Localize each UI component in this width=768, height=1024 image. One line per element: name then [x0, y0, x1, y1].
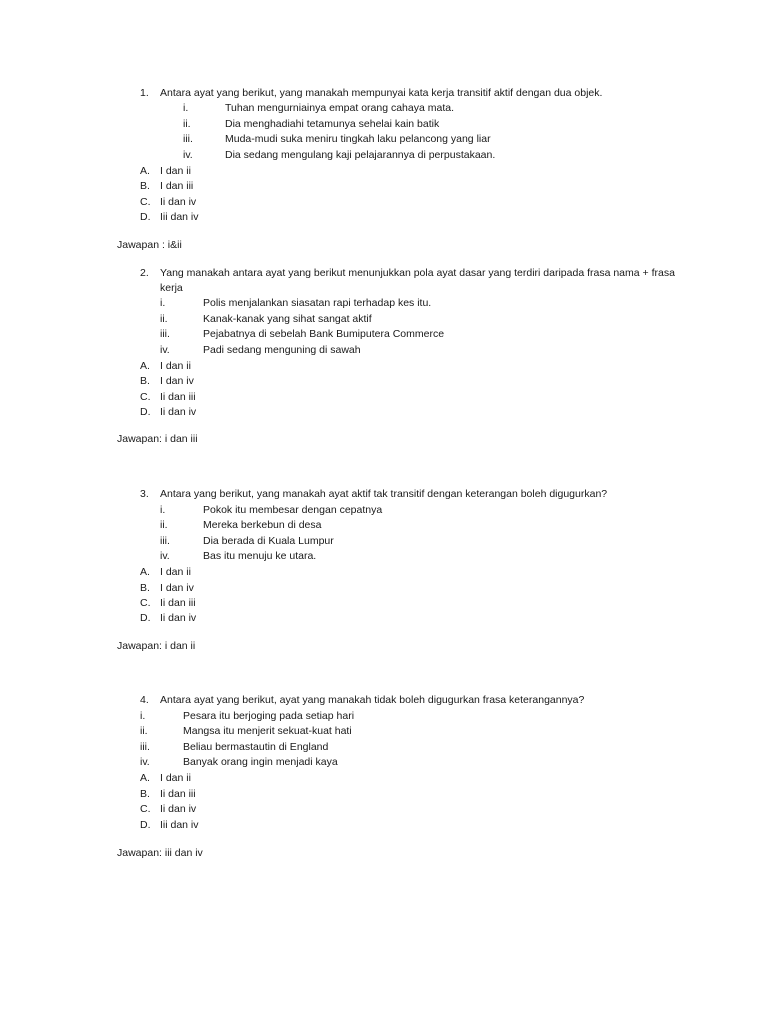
option-text: Ii dan iii — [160, 597, 196, 609]
option-letter: C. — [140, 597, 151, 609]
option-letter: B. — [140, 180, 150, 192]
option-letter: A. — [140, 566, 150, 578]
option-letter: B. — [140, 375, 150, 387]
option-letter: A. — [140, 165, 150, 177]
option-letter: A. — [140, 772, 150, 784]
option-text: Ii dan iv — [160, 406, 197, 418]
statement-numeral: iv. — [140, 756, 150, 768]
option-text: Iii dan iv — [160, 819, 199, 831]
answer-text: Jawapan: i dan ii — [117, 640, 196, 652]
option-text: I dan ii — [160, 566, 191, 578]
option-text: I dan iv — [160, 375, 194, 387]
statement-text: Muda-mudi suka meniru tingkah laku pelancong yang liar — [225, 133, 491, 145]
statement-text: Polis menjalankan siasatan rapi terhadap kes itu. — [203, 297, 432, 309]
option-letter: D. — [140, 819, 151, 831]
statement-text: Pokok itu membesar dengan cepatnya — [203, 504, 383, 516]
statement-text: Banyak orang ingin menjadi kaya — [183, 756, 338, 768]
question-text: Yang manakah antara ayat yang berikut menunjukkan pola ayat dasar yang terdiri daripada frasa nama + frasa — [160, 267, 675, 279]
statement-numeral: i. — [183, 102, 189, 114]
answer-text: Jawapan: i dan iii — [117, 433, 198, 445]
statement-text: Bas itu menuju ke utara. — [203, 550, 317, 562]
option-text: I dan ii — [160, 360, 191, 372]
option-text: Iii dan iv — [160, 211, 199, 223]
question-text: Antara ayat yang berikut, ayat yang manakah tidak boleh digugurkan frasa keterangannya? — [160, 694, 585, 706]
statement-text: Beliau bermastautin di England — [183, 741, 329, 753]
statement-numeral: iii. — [160, 328, 170, 340]
option-text: Ii dan iii — [160, 788, 196, 800]
statement-numeral: iii. — [140, 741, 150, 753]
answer-text: Jawapan : i&ii — [117, 239, 182, 251]
question-text: Antara ayat yang berikut, yang manakah mempunyai kata kerja transitif aktif dengan dua objek. — [160, 87, 603, 99]
statement-text: Dia berada di Kuala Lumpur — [203, 535, 334, 547]
option-letter: C. — [140, 196, 151, 208]
option-text: Ii dan iv — [160, 196, 197, 208]
statement-text: Dia menghadiahi tetamunya sehelai kain batik — [225, 118, 440, 130]
question-number: 4. — [140, 694, 149, 706]
option-text: Ii dan iii — [160, 391, 196, 403]
statement-numeral: i. — [160, 504, 166, 516]
statement-numeral: iii. — [183, 133, 193, 145]
option-letter: B. — [140, 582, 150, 594]
statement-numeral: iv. — [160, 550, 170, 562]
option-text: I dan ii — [160, 165, 191, 177]
statement-numeral: ii. — [160, 519, 168, 531]
statement-text: Padi sedang menguning di sawah — [203, 344, 361, 356]
question-text: Antara yang berikut, yang manakah ayat aktif tak transitif dengan keterangan boleh digugurkan? — [160, 488, 608, 500]
option-letter: D. — [140, 612, 151, 624]
statement-numeral: ii. — [140, 725, 148, 737]
option-letter: C. — [140, 391, 151, 403]
option-text: I dan iv — [160, 582, 194, 594]
statement-text: Kanak-kanak yang sihat sangat aktif — [203, 313, 372, 325]
statement-text: Pesara itu berjoging pada setiap hari — [183, 710, 355, 722]
statement-numeral: ii. — [160, 313, 168, 325]
option-text: Ii dan iv — [160, 612, 197, 624]
statement-numeral: ii. — [183, 118, 191, 130]
statement-numeral: iv. — [160, 344, 170, 356]
statement-numeral: i. — [140, 710, 146, 722]
option-letter: D. — [140, 211, 151, 223]
question-text-continued: kerja — [160, 282, 183, 294]
question-number: 1. — [140, 87, 149, 99]
option-letter: A. — [140, 360, 150, 372]
option-text: I dan iii — [160, 180, 194, 192]
option-letter: D. — [140, 406, 151, 418]
option-text: Ii dan iv — [160, 803, 197, 815]
option-text: I dan ii — [160, 772, 191, 784]
statement-text: Tuhan mengurniainya empat orang cahaya mata. — [225, 102, 455, 114]
option-letter: C. — [140, 803, 151, 815]
question-number: 2. — [140, 267, 149, 279]
option-letter: B. — [140, 788, 150, 800]
statement-text: Dia sedang mengulang kaji pelajarannya di perpustakaan. — [225, 149, 496, 161]
statement-text: Pejabatnya di sebelah Bank Bumiputera Commerce — [203, 328, 445, 340]
question-number: 3. — [140, 488, 149, 500]
statement-text: Mereka berkebun di desa — [203, 519, 322, 531]
statement-numeral: iv. — [183, 149, 193, 161]
statement-text: Mangsa itu menjerit sekuat-kuat hati — [183, 725, 352, 737]
statement-numeral: iii. — [160, 535, 170, 547]
answer-text: Jawapan: iii dan iv — [117, 847, 203, 859]
statement-numeral: i. — [160, 297, 166, 309]
